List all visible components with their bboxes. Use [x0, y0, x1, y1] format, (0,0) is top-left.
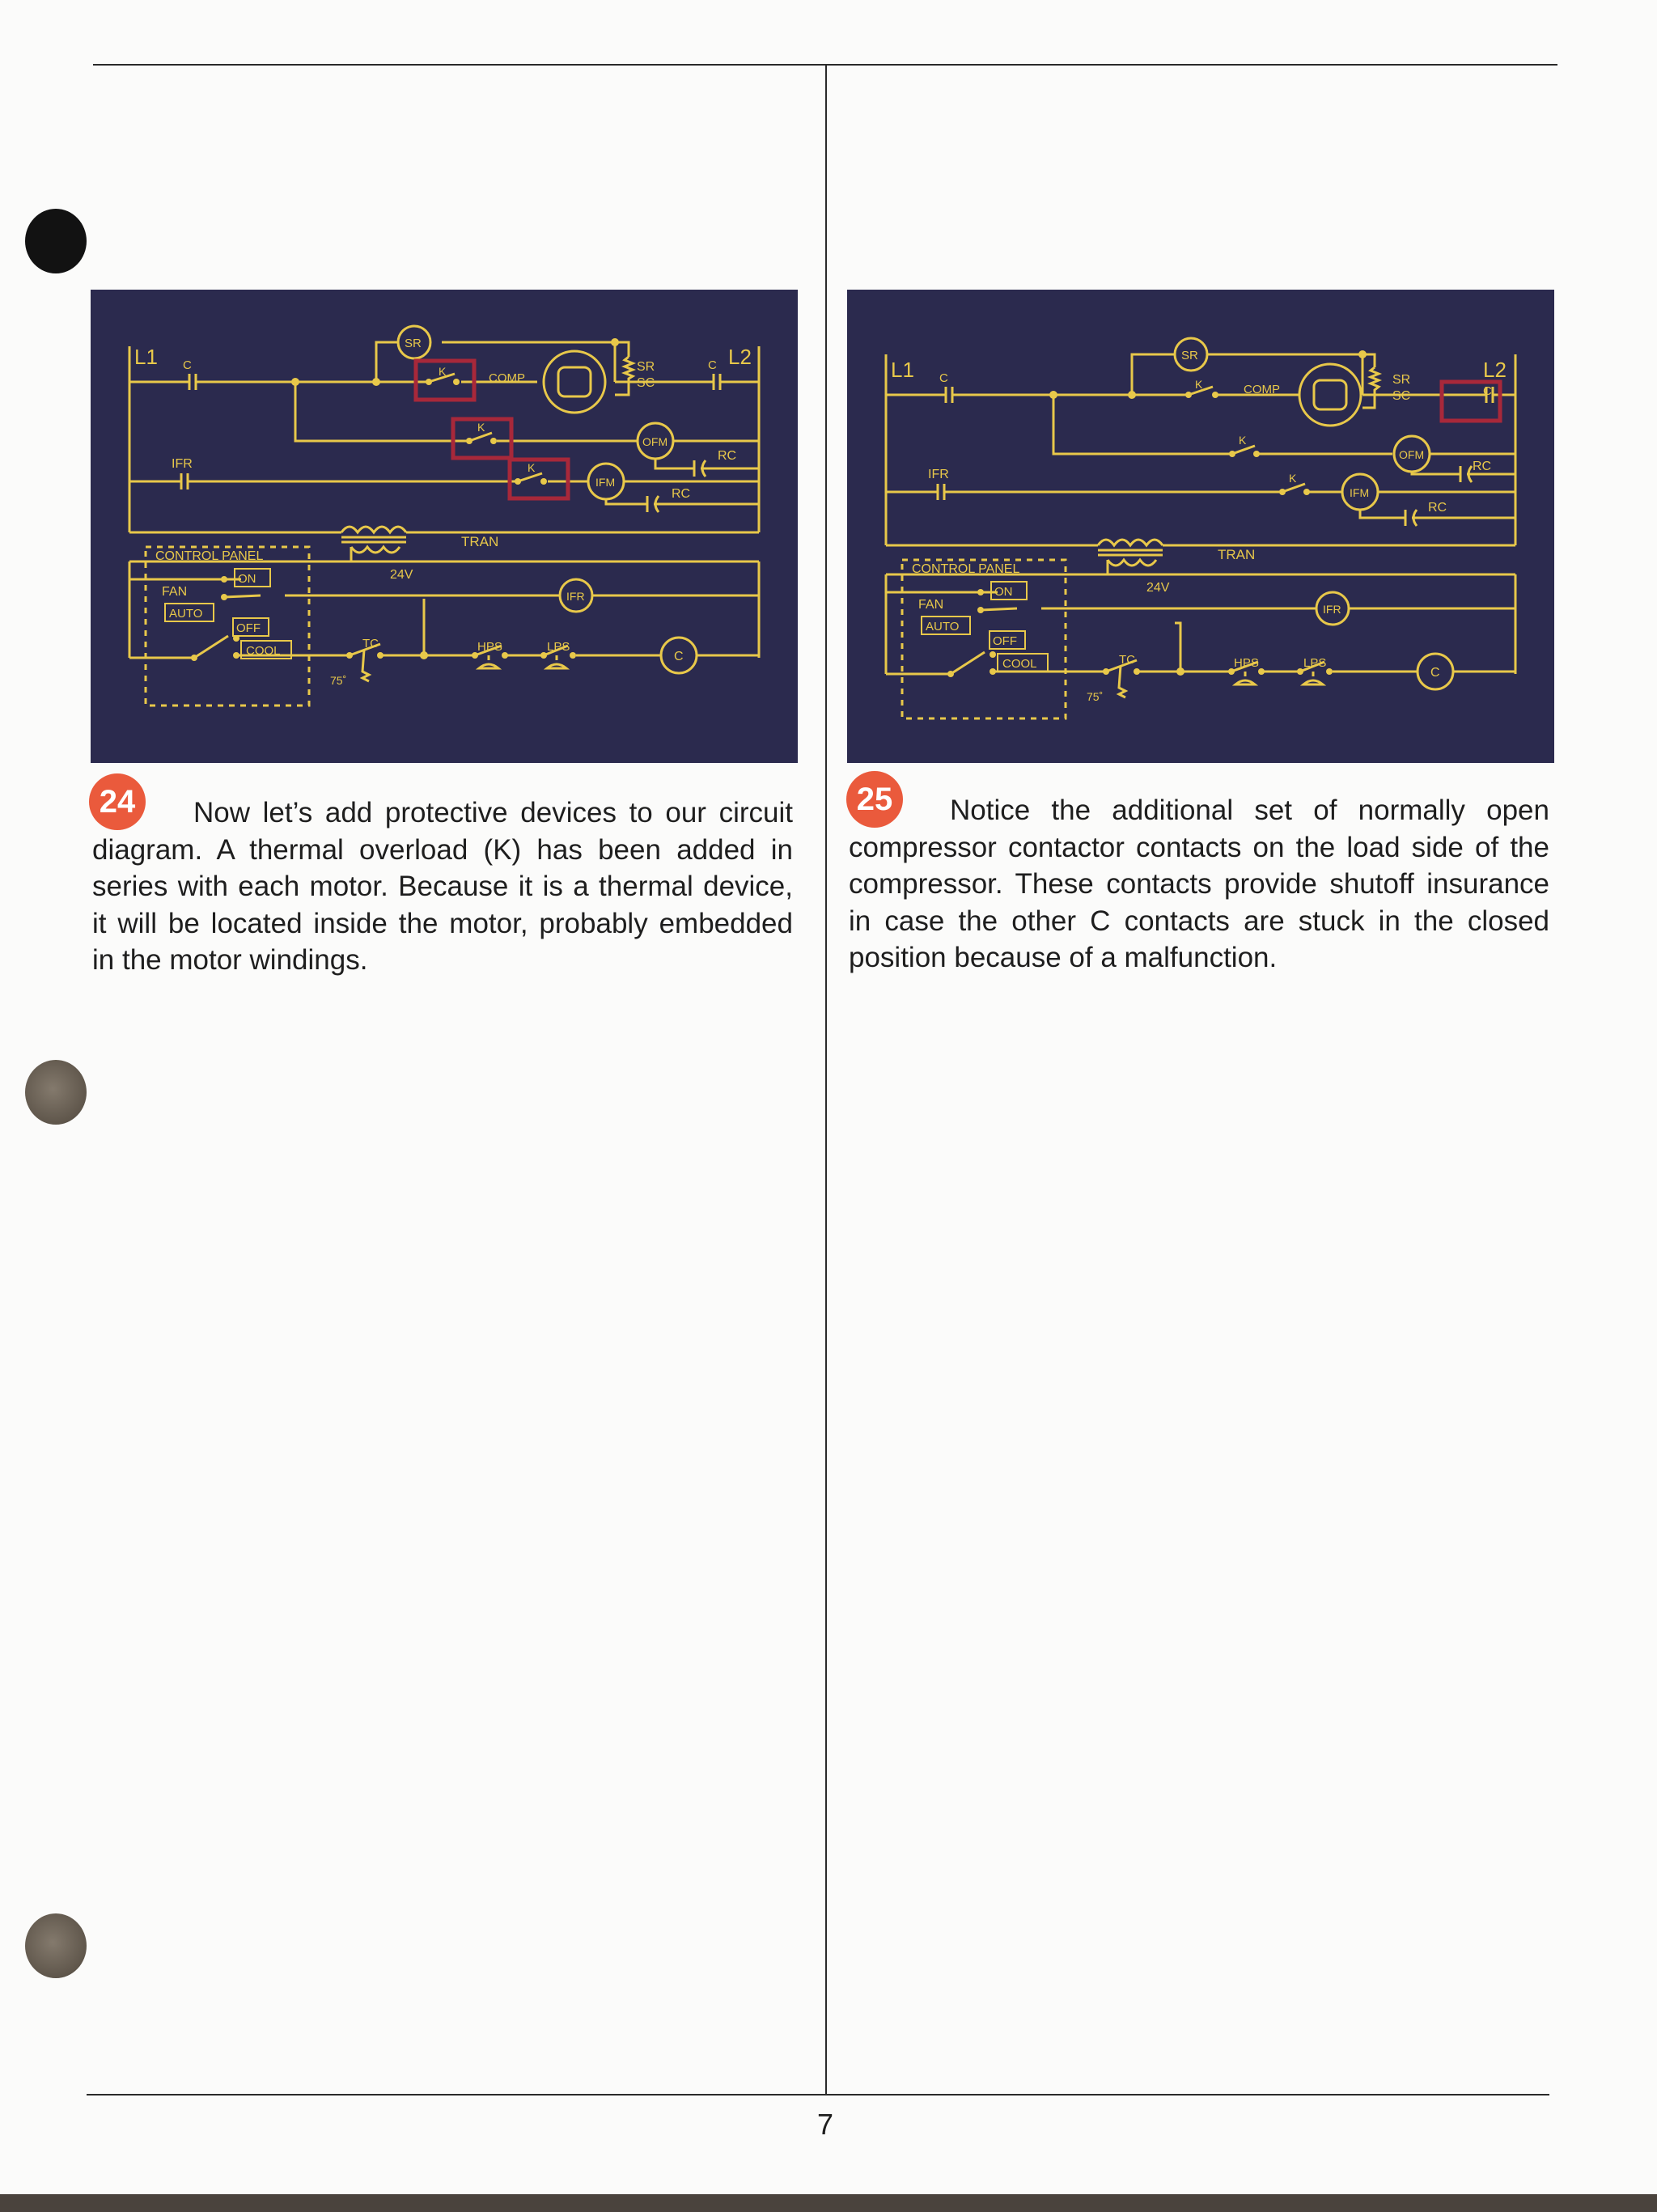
svg-text:HPS: HPS: [477, 640, 502, 654]
svg-text:K: K: [528, 461, 536, 474]
svg-text:K: K: [1289, 472, 1297, 485]
bottom-rule: [87, 2094, 1549, 2095]
svg-text:IFR: IFR: [928, 468, 949, 481]
page-number: 7: [816, 2108, 834, 2141]
caption-25: Notice the additional set of normally open compressor contactor contacts on the load side of the compressor. These contacts provide shutoff insurance in case the other C contacts are stuck in the closed position because of a malfunction.: [849, 795, 1549, 973]
svg-text:24V: 24V: [390, 568, 413, 582]
svg-text:RC: RC: [1428, 501, 1447, 515]
svg-text:K: K: [477, 421, 485, 434]
svg-text:C: C: [1430, 666, 1440, 680]
svg-text:ON: ON: [238, 572, 256, 586]
svg-text:RC: RC: [672, 487, 691, 501]
step-badge-24: 24: [89, 773, 146, 830]
svg-text:75˚: 75˚: [1087, 690, 1104, 703]
svg-text:HPS: HPS: [1234, 656, 1259, 670]
binder-hole-middle: [25, 1060, 87, 1125]
svg-text:75˚: 75˚: [330, 674, 347, 687]
column-divider: [825, 65, 827, 2095]
circuit-diagram-25: [847, 290, 1554, 763]
svg-text:AUTO: AUTO: [926, 620, 960, 634]
svg-text:K: K: [1195, 378, 1203, 391]
svg-text:SR: SR: [405, 337, 422, 350]
l1-label: L1: [891, 358, 914, 382]
svg-text:FAN: FAN: [162, 585, 188, 599]
svg-text:ON: ON: [994, 585, 1013, 599]
svg-text:SR: SR: [1392, 373, 1411, 387]
binder-hole-bottom: [25, 1913, 87, 1978]
svg-text:OFF: OFF: [993, 634, 1017, 648]
svg-text:LPS: LPS: [1303, 656, 1327, 670]
svg-text:SC: SC: [637, 376, 655, 390]
svg-text:C: C: [1483, 384, 1492, 398]
svg-text:OFM: OFM: [642, 435, 668, 448]
svg-text:OFM: OFM: [1399, 448, 1425, 461]
svg-text:OFF: OFF: [236, 621, 261, 635]
svg-text:C: C: [708, 358, 717, 372]
svg-text:IFR: IFR: [566, 590, 585, 603]
svg-text:C: C: [183, 358, 192, 372]
l1-label: L1: [134, 345, 158, 369]
svg-text:TRAN: TRAN: [461, 534, 499, 549]
svg-text:RC: RC: [1473, 460, 1492, 473]
svg-text:K: K: [1239, 434, 1247, 447]
svg-text:LPS: LPS: [547, 640, 570, 654]
svg-text:C: C: [674, 650, 684, 663]
l2-label: L2: [728, 345, 752, 369]
svg-text:COMP: COMP: [489, 371, 525, 385]
svg-text:IFR: IFR: [172, 457, 193, 471]
svg-text:TC: TC: [1119, 653, 1135, 667]
step-badge-25: 25: [846, 771, 903, 828]
svg-text:FAN: FAN: [918, 598, 944, 612]
svg-text:COMP: COMP: [1244, 383, 1280, 396]
svg-text:CONTROL PANEL: CONTROL PANEL: [155, 549, 264, 563]
caption-24: Now let’s add protective devices to our circuit diagram. A thermal overload (K) has been added in series with each motor. Because it is a thermal device, it will be located inside the motor, probably embedded in the motor windings.: [92, 797, 793, 976]
scan-edge: [0, 2194, 1657, 2212]
l2-label: L2: [1483, 358, 1507, 382]
svg-text:24V: 24V: [1146, 581, 1170, 595]
svg-text:SC: SC: [1392, 389, 1411, 403]
svg-text:IFR: IFR: [1323, 603, 1341, 616]
svg-text:TC: TC: [362, 637, 379, 650]
svg-text:IFM: IFM: [595, 476, 616, 489]
svg-text:AUTO: AUTO: [169, 607, 203, 621]
svg-text:SR: SR: [1181, 349, 1198, 362]
binder-hole-top: [25, 209, 87, 273]
svg-text:IFM: IFM: [1350, 486, 1370, 499]
svg-text:C: C: [939, 371, 948, 385]
svg-text:COOL: COOL: [1002, 657, 1037, 671]
svg-text:K: K: [439, 365, 447, 378]
svg-text:CONTROL PANEL: CONTROL PANEL: [912, 562, 1020, 576]
svg-text:RC: RC: [718, 449, 737, 463]
svg-text:TRAN: TRAN: [1218, 547, 1256, 562]
circuit-diagram-24: [91, 290, 798, 763]
svg-text:SR: SR: [637, 360, 655, 374]
svg-text:COOL: COOL: [246, 644, 281, 658]
